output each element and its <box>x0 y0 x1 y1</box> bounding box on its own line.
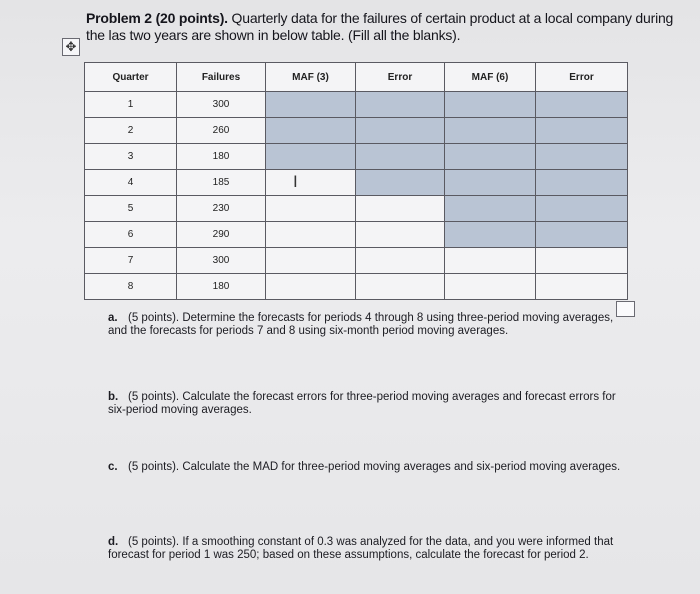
table-row <box>85 248 628 274</box>
maf6-blank[interactable] <box>445 170 536 196</box>
maf3-input[interactable] <box>266 248 356 274</box>
maf6-blank[interactable] <box>445 118 536 144</box>
error3-blank[interactable] <box>356 170 445 196</box>
maf6-input[interactable] <box>445 248 536 274</box>
question-b <box>108 391 628 417</box>
question-d <box>108 536 628 562</box>
error6-input[interactable] <box>536 274 628 300</box>
table-row <box>85 196 628 222</box>
failures-cell: 230 <box>177 196 266 222</box>
question-c <box>108 461 628 474</box>
header-maf6: MAF (6) <box>445 63 536 92</box>
maf3-blank[interactable] <box>266 118 356 144</box>
table-row <box>85 144 628 170</box>
problem-title <box>86 10 676 44</box>
text-cursor-icon: I <box>293 172 298 191</box>
maf3-input[interactable] <box>266 170 356 196</box>
error3-input[interactable] <box>356 196 445 222</box>
question-c-text: (5 points). Calculate the MAD for three-period moving averages and six-period moving averages. <box>128 461 621 473</box>
quarter-cell: 5 <box>85 196 177 222</box>
error3-blank[interactable] <box>356 144 445 170</box>
error3-blank[interactable] <box>356 92 445 118</box>
table-row <box>85 274 628 300</box>
error3-input[interactable] <box>356 222 445 248</box>
problem-title-text: Quarterly data for the failures of certain product at a local company during the las two years are shown in below table. (Fill all the blanks). <box>86 10 674 43</box>
table-header-row <box>85 63 628 92</box>
problem-title-bold: Problem 2 (20 points). <box>86 10 228 26</box>
maf6-blank[interactable] <box>445 92 536 118</box>
error6-blank[interactable] <box>536 222 628 248</box>
table-row <box>85 118 628 144</box>
quarter-cell: 7 <box>85 248 177 274</box>
failures-cell: 260 <box>177 118 266 144</box>
maf3-input[interactable] <box>266 274 356 300</box>
question-b-text: (5 points). Calculate the forecast errors for three-period moving averages and forecast errors for six-period moving averages. <box>108 391 616 416</box>
header-error3: Error <box>356 63 445 92</box>
error6-blank[interactable] <box>536 118 628 144</box>
table-row <box>85 92 628 118</box>
maf6-blank[interactable] <box>445 196 536 222</box>
question-a <box>108 312 628 338</box>
header-error6: Error <box>536 63 628 92</box>
maf3-blank[interactable] <box>266 144 356 170</box>
question-d-text: (5 points). If a smoothing constant of 0.3 was analyzed for the data, and you were informed that forecast for period 1 was 250; based on these assumptions, calculate the forecast for period 2. <box>108 536 614 561</box>
header-failures: Failures <box>177 63 266 92</box>
error6-blank[interactable] <box>536 170 628 196</box>
maf6-input[interactable] <box>445 274 536 300</box>
maf3-input[interactable] <box>266 222 356 248</box>
error6-input[interactable] <box>536 248 628 274</box>
quarter-cell: 2 <box>85 118 177 144</box>
error6-blank[interactable] <box>536 196 628 222</box>
quarter-cell: 1 <box>85 92 177 118</box>
maf6-blank[interactable] <box>445 222 536 248</box>
table-row <box>85 170 628 196</box>
question-a-label: a. <box>108 312 118 324</box>
quarter-cell: 3 <box>85 144 177 170</box>
question-d-label: d. <box>108 536 119 548</box>
error3-input[interactable] <box>356 274 445 300</box>
failures-cell: 300 <box>177 92 266 118</box>
failures-cell: 180 <box>177 274 266 300</box>
question-c-label: c. <box>108 461 118 473</box>
failures-cell: 290 <box>177 222 266 248</box>
error3-blank[interactable] <box>356 118 445 144</box>
quarter-cell: 4 <box>85 170 177 196</box>
header-maf3: MAF (3) <box>266 63 356 92</box>
maf6-blank[interactable] <box>445 144 536 170</box>
error6-blank[interactable] <box>536 92 628 118</box>
failures-cell: 185 <box>177 170 266 196</box>
table-row <box>85 222 628 248</box>
failures-cell: 300 <box>177 248 266 274</box>
header-quarter: Quarter <box>85 63 177 92</box>
question-a-text: (5 points). Determine the forecasts for periods 4 through 8 using three-period moving averages, and the forecasts for periods 7 and 8 using six-month period moving averages. <box>108 312 614 337</box>
failures-cell: 180 <box>177 144 266 170</box>
error3-input[interactable] <box>356 248 445 274</box>
error6-blank[interactable] <box>536 144 628 170</box>
maf3-blank[interactable] <box>266 92 356 118</box>
question-b-label: b. <box>108 391 119 403</box>
move-icon[interactable]: ✥ <box>62 38 80 56</box>
failures-table <box>84 62 628 300</box>
quarter-cell: 6 <box>85 222 177 248</box>
quarter-cell: 8 <box>85 274 177 300</box>
maf3-input[interactable] <box>266 196 356 222</box>
